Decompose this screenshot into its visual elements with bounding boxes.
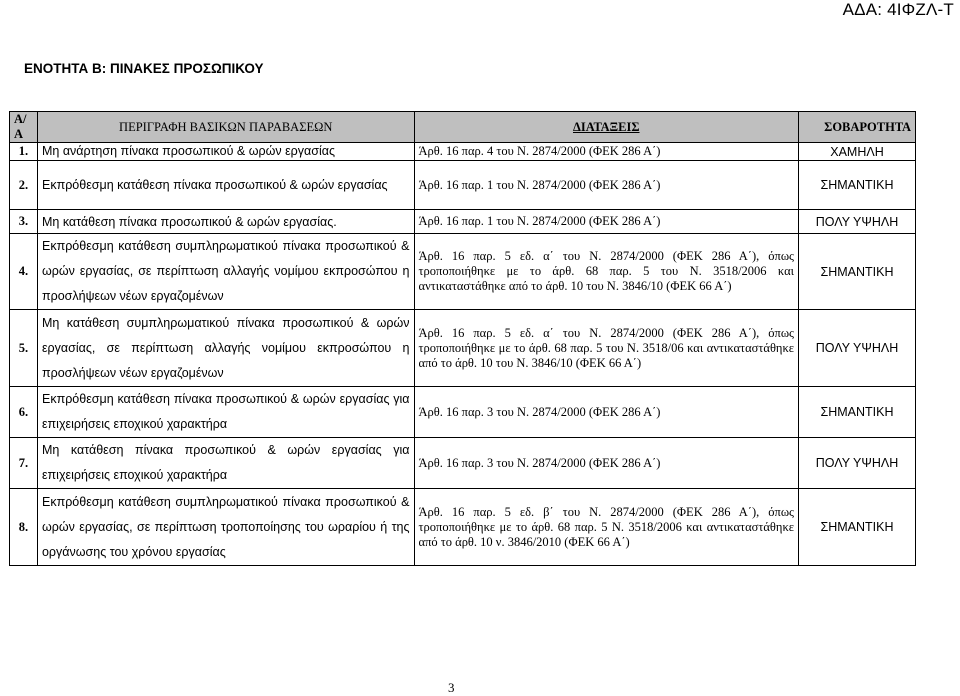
header-severity: ΣΟΒΑΡΟΤΗΤΑ: [799, 112, 916, 143]
section-title: ΕΝΟΤΗΤΑ Β: ΠΙΝΑΚΕΣ ΠΡΟΣΩΠΙΚΟΥ: [24, 61, 264, 76]
row-provisions: Άρθ. 16 παρ. 3 του Ν. 2874/2000 (ΦΕΚ 286 Α΄): [414, 438, 799, 489]
row-num: 6.: [10, 387, 38, 438]
row-provisions: Άρθ. 16 παρ. 4 του Ν. 2874/2000 (ΦΕΚ 286 Α΄): [414, 143, 799, 161]
row-description: Μη κατάθεση πίνακα προσωπικού & ωρών εργασίας για επιχειρήσεις εποχικού χαρακτήρα: [37, 438, 414, 489]
row-description: Μη κατάθεση συμπληρωματικού πίνακα προσωπικού & ωρών εργασίας, σε περίπτωση αλλαγής νομίμου εκπροσώπου η προσλήψεων νέων εργαζομένων: [37, 310, 414, 387]
table-row: [10, 234, 916, 310]
row-description: Εκπρόθεσμη κατάθεση πίνακα προσωπικού & ωρών εργασίας για επιχειρήσεις εποχικού χαρακτήρα: [37, 387, 414, 438]
row-severity: ΠΟΛΥ ΥΨΗΛΗ: [799, 438, 916, 489]
table-row: [10, 310, 916, 387]
row-num: 3.: [10, 210, 38, 234]
table-header-row: [10, 112, 916, 143]
row-num: 1.: [10, 143, 38, 161]
row-severity: ΣΗΜΑΝΤΙΚΗ: [799, 489, 916, 566]
row-provisions: Άρθ. 16 παρ. 5 εδ. α΄ του Ν. 2874/2000 (ΦΕΚ 286 Α΄), όπως τροποποιήθηκε με το άρθ. 68 παρ. 5 του Ν. 3518/2006 και αντικαταστάθηκε από το άρθ. 10 του Ν. 3846/10 (ΦΕΚ 66 Α΄): [414, 234, 799, 310]
table-row: [10, 161, 916, 210]
row-severity: ΠΟΛΥ ΥΨΗΛΗ: [799, 310, 916, 387]
row-provisions: Άρθ. 16 παρ. 1 του Ν. 2874/2000 (ΦΕΚ 286 Α΄): [414, 161, 799, 210]
row-severity: ΧΑΜΗΛΗ: [799, 143, 916, 161]
row-description: Μη κατάθεση πίνακα προσωπικού & ωρών εργασίας.: [37, 210, 414, 234]
row-provisions: Άρθ. 16 παρ. 3 του Ν. 2874/2000 (ΦΕΚ 286 Α΄): [414, 387, 799, 438]
table-row: [10, 210, 916, 234]
header-provisions: ΔΙΑΤΑΞΕΙΣ: [414, 112, 799, 143]
row-provisions: Άρθ. 16 παρ. 5 εδ. α΄ του Ν. 2874/2000 (ΦΕΚ 286 Α΄), όπως τροποποιήθηκε με το άρθ. 68 παρ. 5 του Ν. 3518/06 και αντικαταστάθηκε από το άρθ. 10 του Ν. 3846/10 (ΦΕΚ 66 Α΄): [414, 310, 799, 387]
row-severity: ΣΗΜΑΝΤΙΚΗ: [799, 387, 916, 438]
row-num: 2.: [10, 161, 38, 210]
row-provisions: Άρθ. 16 παρ. 5 εδ. β΄ του Ν. 2874/2000 (ΦΕΚ 286 Α΄), όπως τροποποιήθηκε με το άρθ. 68 παρ. 5 Ν. 3518/2006 και αντικαταστάθηκε από το άρθ. 10 ν. 3846/2010 (ΦΕΚ 66 Α΄): [414, 489, 799, 566]
row-description: Μη ανάρτηση πίνακα προσωπικού & ωρών εργασίας: [37, 143, 414, 161]
row-severity: ΣΗΜΑΝΤΙΚΗ: [799, 234, 916, 310]
row-severity: ΣΗΜΑΝΤΙΚΗ: [799, 161, 916, 210]
row-num: 4.: [10, 234, 38, 310]
row-description: Εκπρόθεσμη κατάθεση συμπληρωματικού πίνακα προσωπικού & ωρών εργασίας, σε περίπτωση τροποποίησης του ωραρίου ή της οργάνωσης του χρόνου εργασίας: [37, 489, 414, 566]
table-row: [10, 143, 916, 161]
violations-table: [9, 111, 916, 566]
row-description: Εκπρόθεσμη κατάθεση συμπληρωματικού πίνακα προσωπικού & ωρών εργασίας, σε περίπτωση αλλαγής νομίμου εκπροσώπου η προσλήψεων νέων εργαζομένων: [37, 234, 414, 310]
row-provisions: Άρθ. 16 παρ. 1 του Ν. 2874/2000 (ΦΕΚ 286 Α΄): [414, 210, 799, 234]
row-num: 5.: [10, 310, 38, 387]
table-row: [10, 387, 916, 438]
ada-code: ΑΔΑ: 4ΙΦΖΛ-Τ: [842, 0, 954, 19]
header-description: ΠΕΡΙΓΡΑΦΗ ΒΑΣΙΚΩΝ ΠΑΡΑΒΑΣΕΩΝ: [37, 112, 414, 143]
row-num: 8.: [10, 489, 38, 566]
page-number: 3: [448, 680, 455, 695]
row-num: 7.: [10, 438, 38, 489]
table-row: [10, 489, 916, 566]
table-row: [10, 438, 916, 489]
row-description: Εκπρόθεσμη κατάθεση πίνακα προσωπικού & ωρών εργασίας: [37, 161, 414, 210]
header-num: Α/Α: [10, 112, 38, 143]
row-severity: ΠΟΛΥ ΥΨΗΛΗ: [799, 210, 916, 234]
